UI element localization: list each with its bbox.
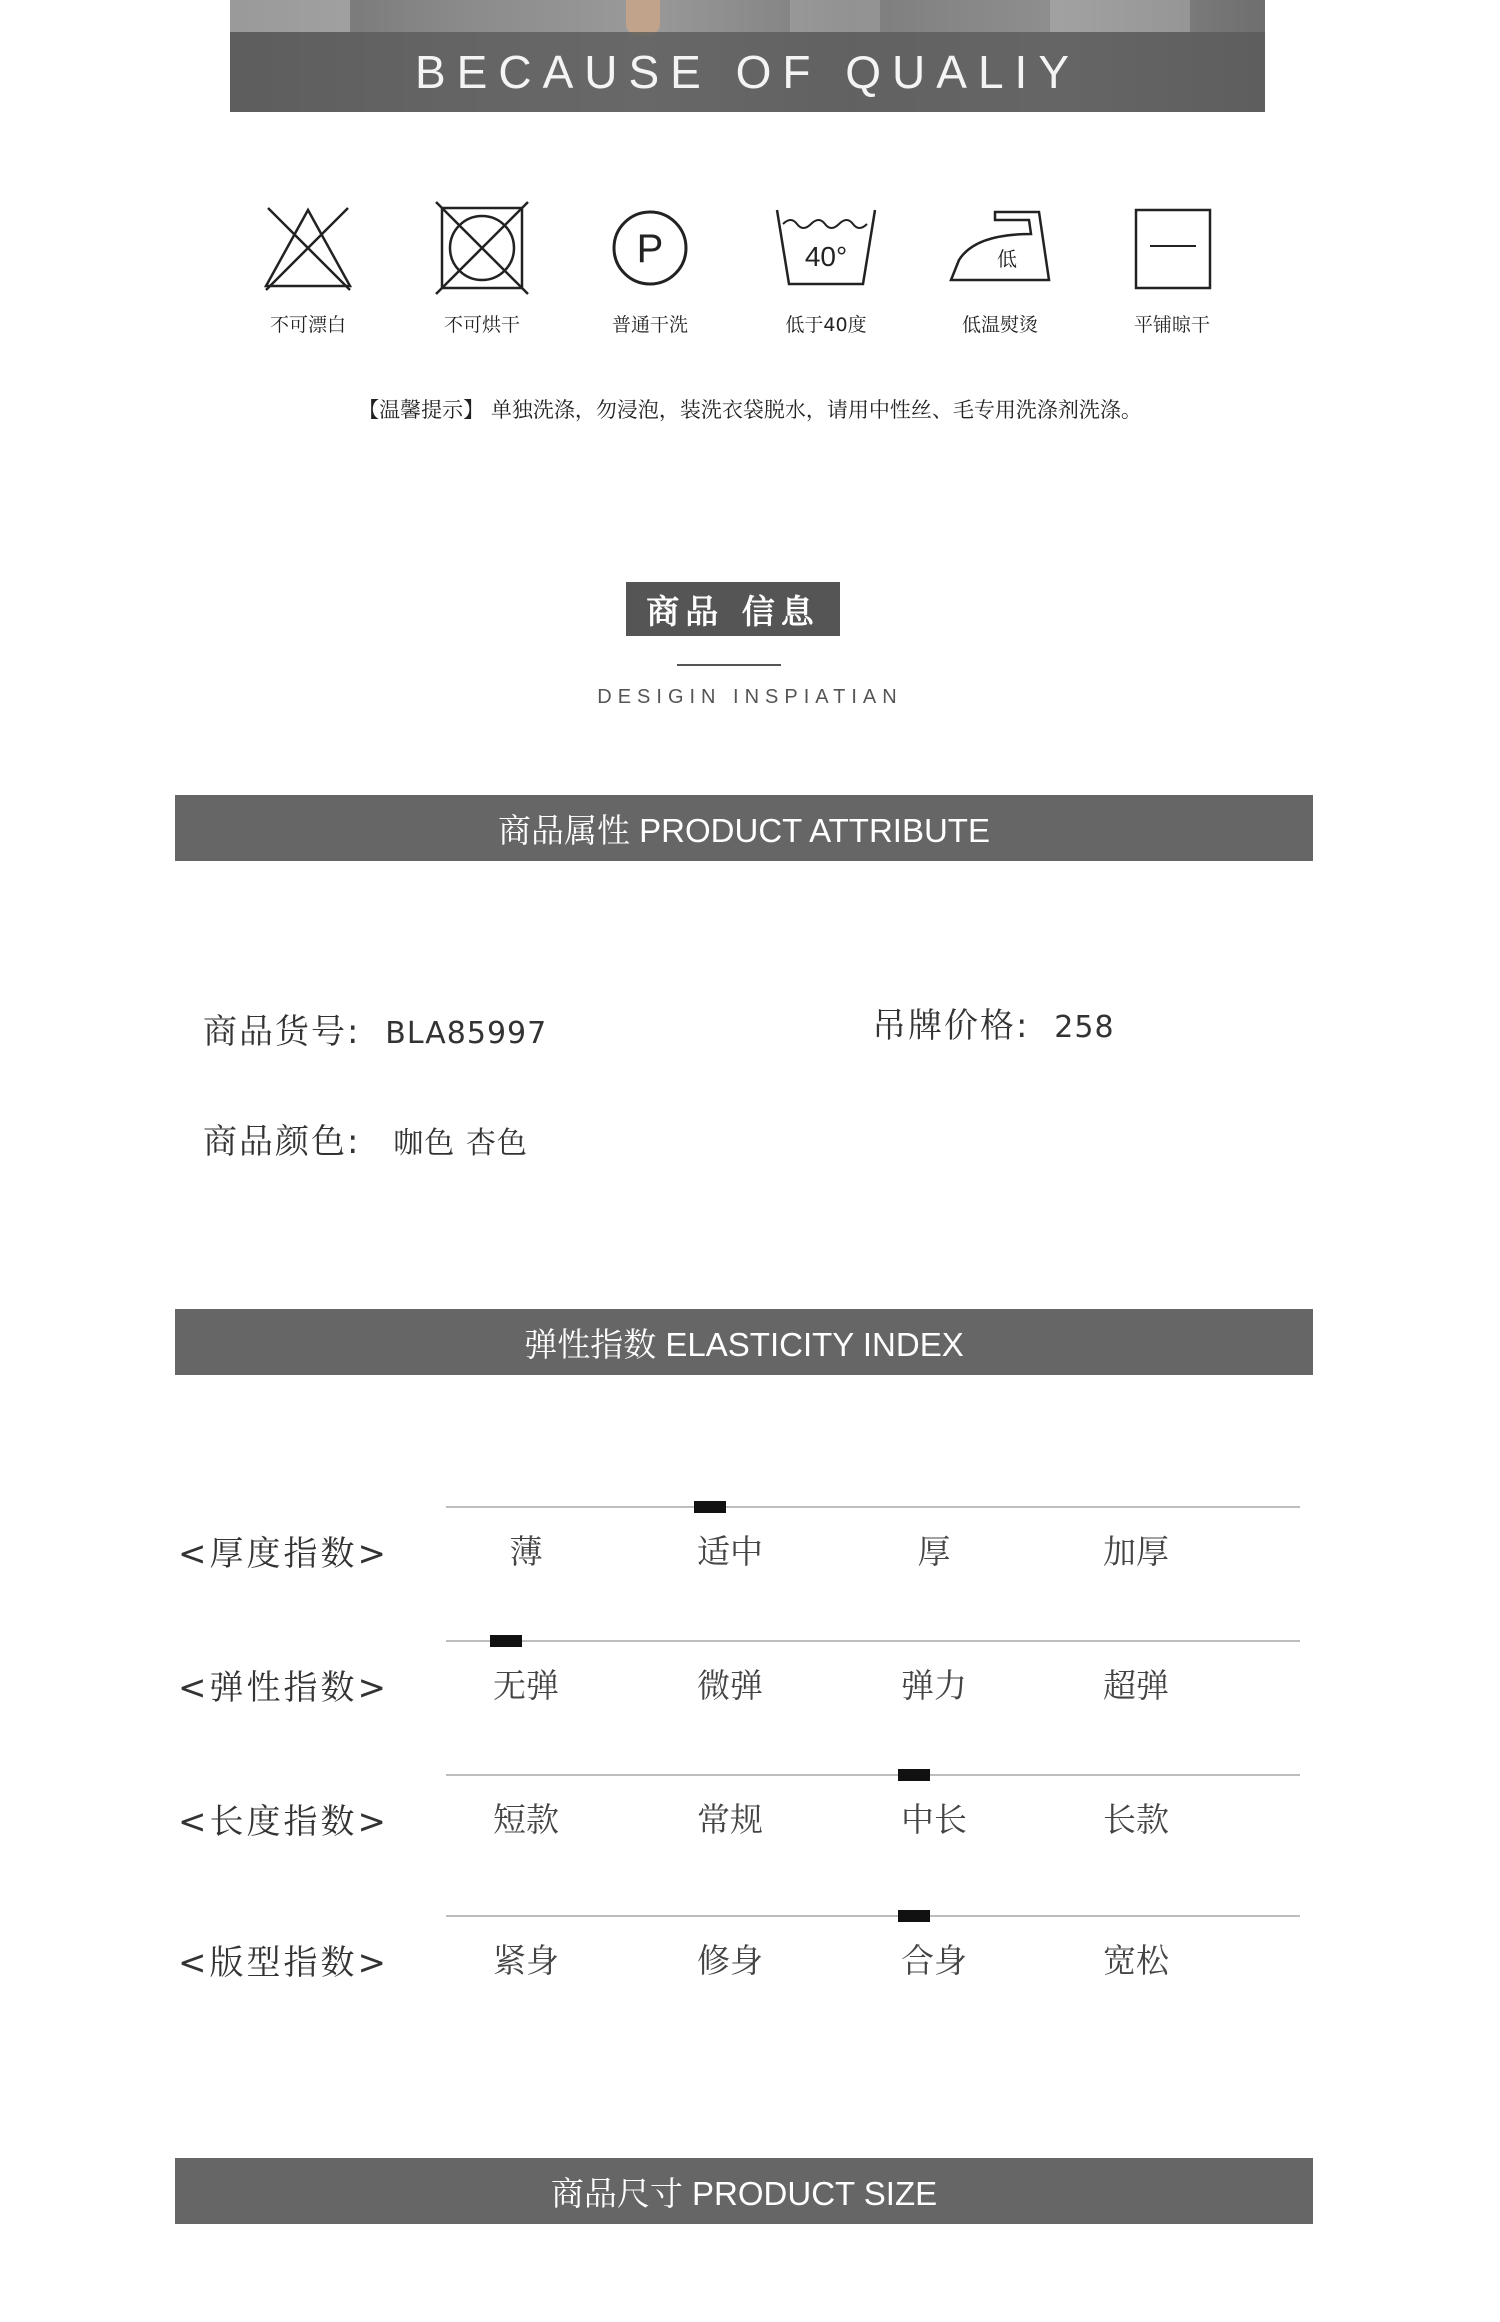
shoe-photo-detail [626, 0, 660, 36]
no-tumble-dry-icon [434, 200, 530, 296]
index-option: 修身 [697, 1941, 763, 1980]
section-title: 商品 信息 [626, 582, 840, 636]
color-value: 咖色 杏色 [393, 1126, 528, 1161]
wash-temp-glyph: 40° [804, 241, 848, 272]
care-item-no-bleach [248, 200, 368, 350]
care-label: 平铺晾干 [1133, 314, 1210, 336]
care-item-dry-clean [590, 200, 710, 350]
index-scale-line [446, 1774, 1300, 1776]
price-label: 吊牌价格: [872, 1006, 1030, 1046]
hero-caption: BECAUSE OF QUALIY [414, 46, 1080, 98]
index-scale-line [446, 1640, 1300, 1642]
item-number-label: 商品货号: [203, 1012, 361, 1052]
care-item-wash-40 [766, 200, 886, 350]
index-selected-marker [694, 1501, 726, 1513]
index-option: 微弹 [697, 1666, 763, 1705]
dry-clean-glyph: P [636, 227, 664, 271]
section-divider [677, 664, 781, 666]
iron-glyph: 低 [997, 247, 1017, 271]
index-option: 弹力 [901, 1666, 967, 1705]
hero-caption-band [230, 32, 1265, 112]
item-number-row [203, 1004, 547, 1053]
index-selected-marker [898, 1910, 930, 1922]
section-subtitle: DESIGIN INSPIATIAN [597, 686, 903, 708]
item-number-value: BLA85997 [385, 1016, 548, 1051]
dry-flat-icon [1124, 200, 1220, 296]
care-label: 不可漂白 [269, 314, 346, 336]
index-option: 适中 [697, 1532, 763, 1571]
no-bleach-icon [260, 200, 356, 296]
care-item-iron-low [940, 200, 1060, 350]
index-option: 厚 [917, 1532, 951, 1571]
care-label: 低温熨烫 [961, 314, 1038, 336]
size-bar: 商品尺寸 PRODUCT SIZE [175, 2158, 1313, 2224]
index-option: 长款 [1103, 1800, 1169, 1839]
index-option: 常规 [697, 1800, 763, 1839]
dry-clean-p-icon [602, 200, 698, 296]
color-label: 商品颜色: [203, 1122, 361, 1162]
index-option: 宽松 [1103, 1941, 1169, 1980]
elasticity-bar: 弹性指数 ELASTICITY INDEX [175, 1309, 1313, 1375]
care-label: 不可烘干 [443, 314, 520, 336]
index-option: 紧身 [493, 1941, 559, 1980]
index-label: <弹性指数> [178, 1668, 389, 1708]
index-label: <厚度指数> [178, 1534, 389, 1574]
iron-low-icon [945, 200, 1055, 296]
index-option: 薄 [509, 1532, 543, 1571]
index-option: 短款 [493, 1800, 559, 1839]
color-row [203, 1114, 528, 1163]
care-item-dry-flat [1112, 200, 1232, 350]
price-value: 258 [1054, 1010, 1115, 1045]
index-selected-marker [490, 1635, 522, 1647]
index-selected-marker [898, 1769, 930, 1781]
price-row [872, 998, 1115, 1047]
care-label: 普通干洗 [611, 314, 688, 336]
index-option: 中长 [901, 1800, 967, 1839]
index-label: <长度指数> [178, 1802, 389, 1842]
wash-40-icon [771, 200, 881, 296]
index-scale-line [446, 1506, 1300, 1508]
index-option: 合身 [901, 1941, 967, 1980]
care-label: 低于40度 [785, 314, 867, 336]
care-item-no-tumble-dry [422, 200, 542, 350]
index-option: 无弹 [493, 1666, 559, 1705]
index-option: 加厚 [1103, 1532, 1169, 1571]
hero-banner [230, 0, 1265, 112]
index-scale-line [446, 1915, 1300, 1917]
index-option: 超弹 [1103, 1666, 1169, 1705]
care-tip: 【温馨提示】 单独洗涤，勿浸泡，装洗衣袋脱水，请用中性丝、毛专用洗涤剂洗涤。 [358, 398, 1142, 422]
attribute-bar: 商品属性 PRODUCT ATTRIBUTE [175, 795, 1313, 861]
index-label: <版型指数> [178, 1943, 389, 1983]
